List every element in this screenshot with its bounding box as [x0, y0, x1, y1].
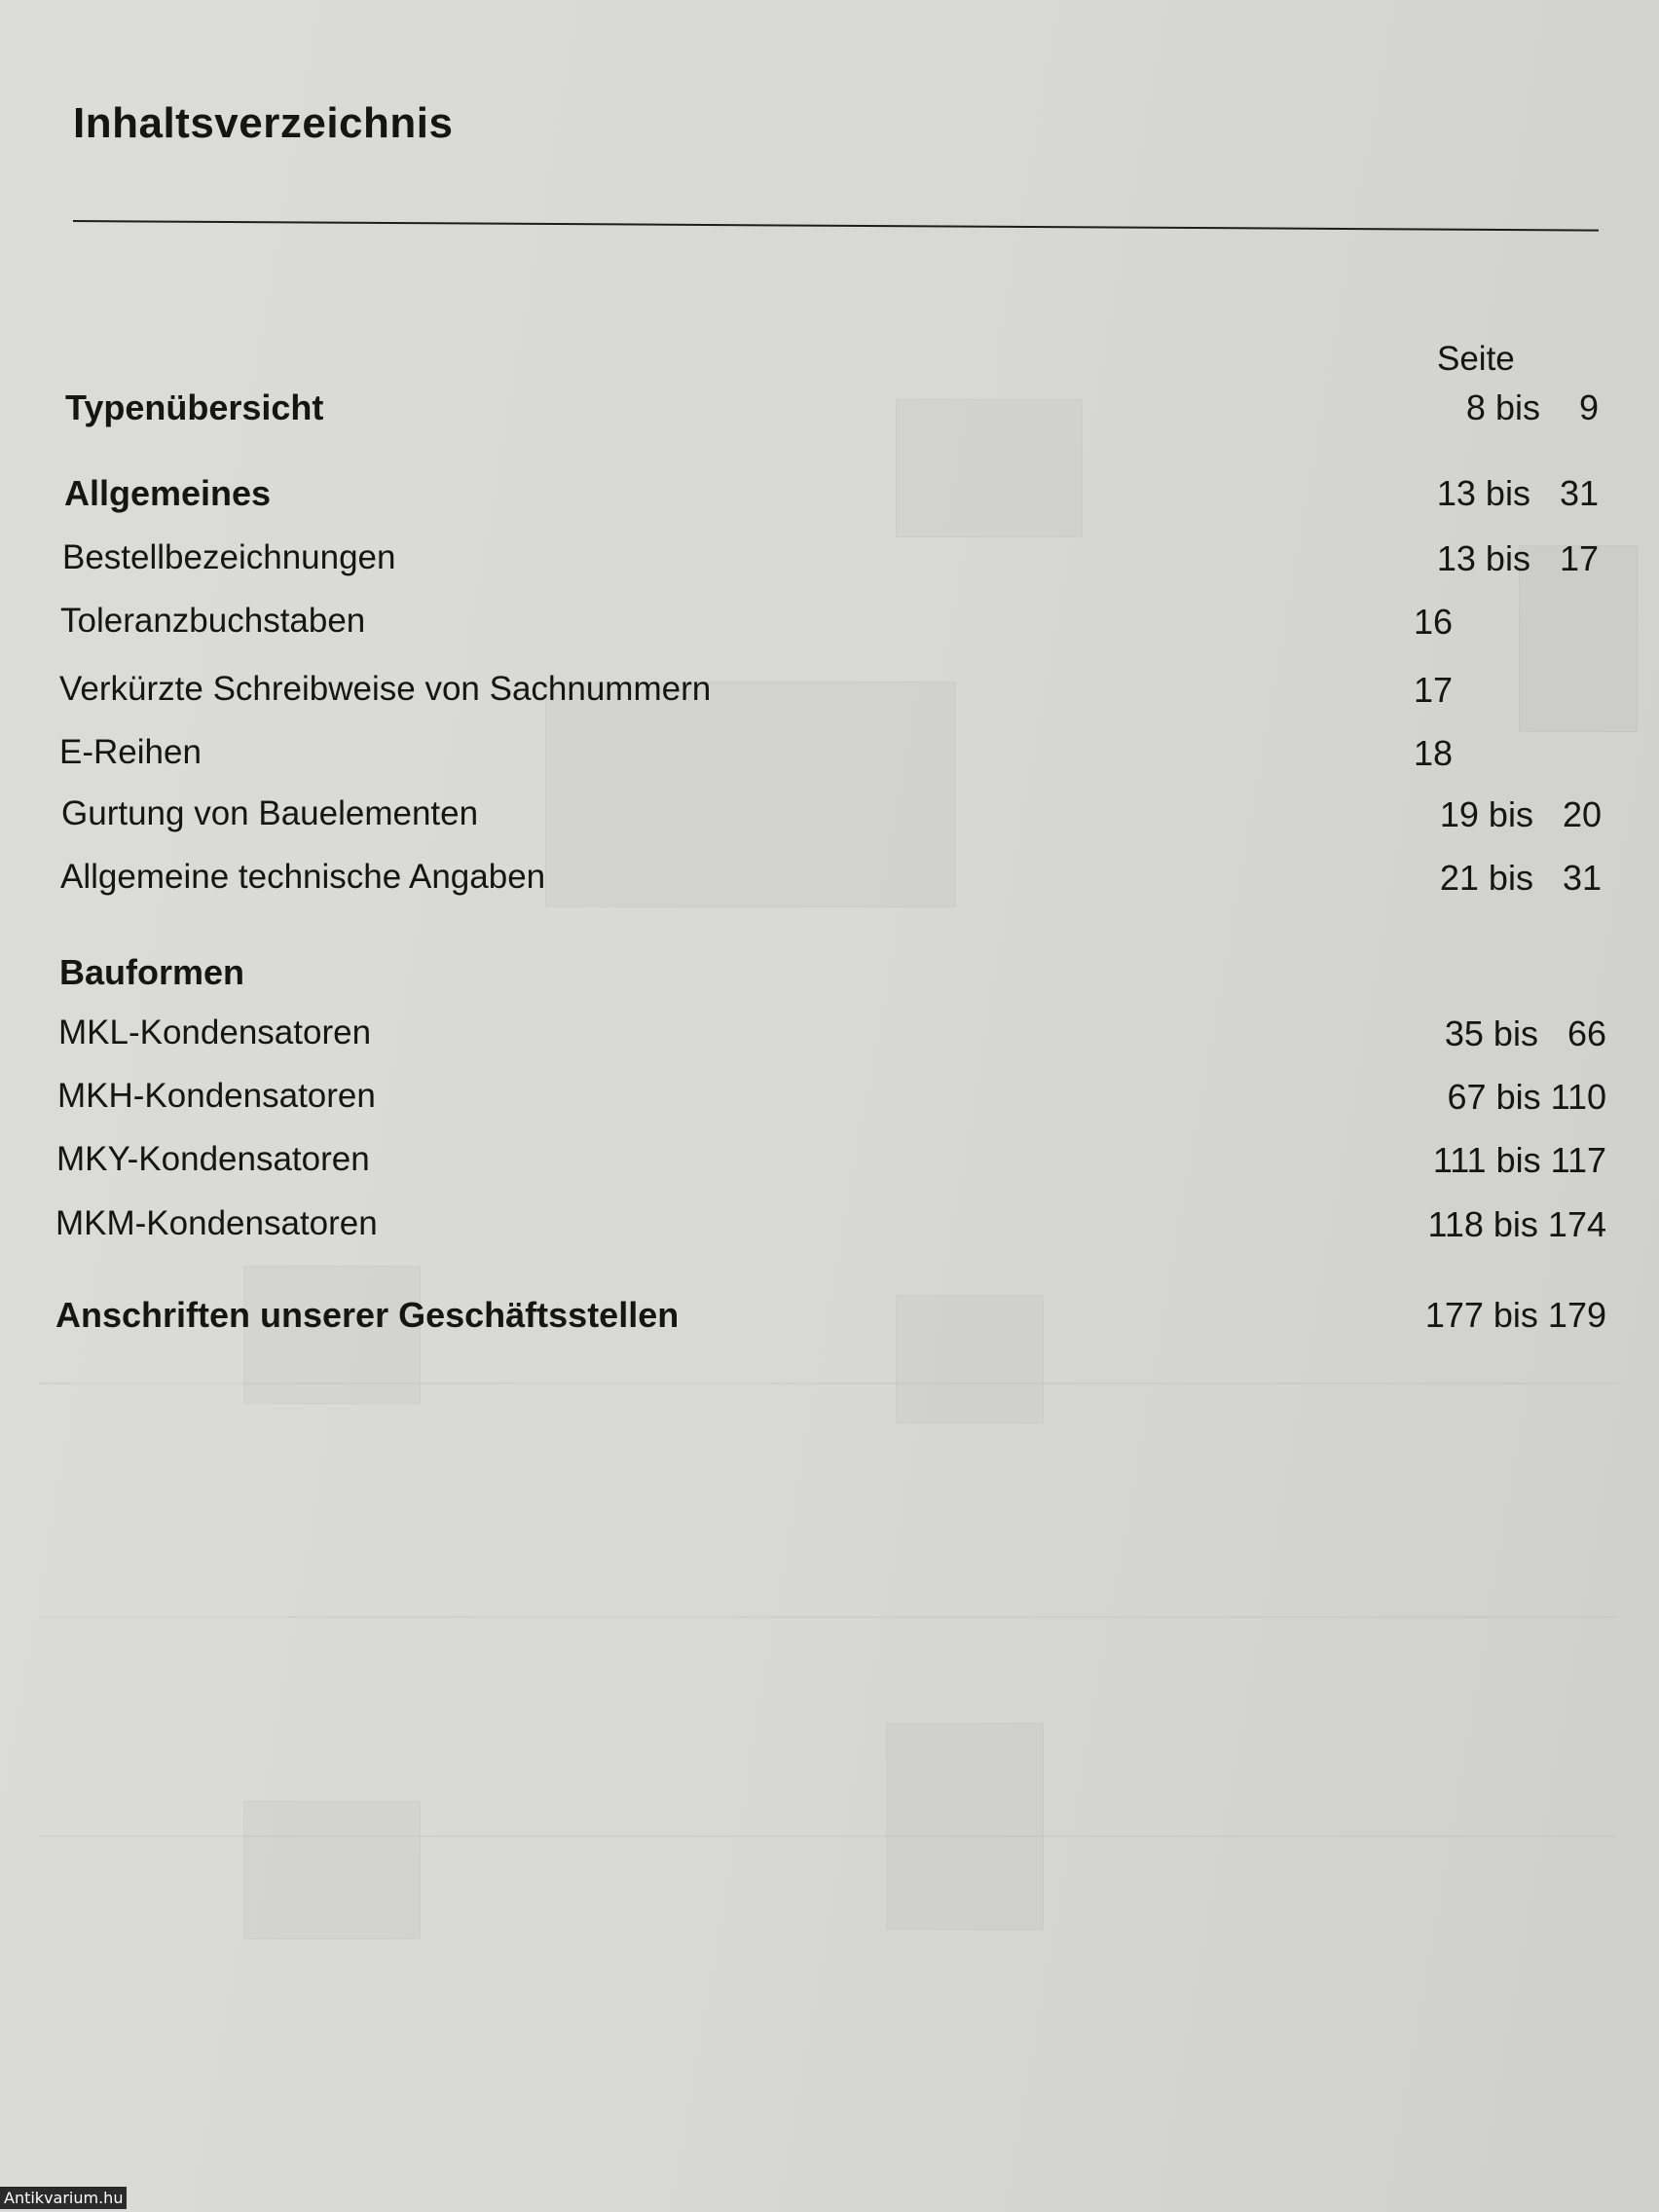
- toc-entry: [61, 794, 1616, 841]
- toc-entry: [62, 538, 1616, 585]
- toc-entry-label: E-Reihen: [59, 733, 202, 771]
- title-divider: [73, 220, 1599, 232]
- toc-entry-label: Typenübersicht: [65, 387, 324, 427]
- bleed-through-line: [39, 1616, 1616, 1618]
- toc-entry-label: MKH-Kondensatoren: [57, 1077, 376, 1115]
- toc-entry-pages: 17: [1414, 670, 1454, 710]
- toc-entry: [60, 602, 1616, 648]
- toc-entry-label: Gurtung von Bauelementen: [61, 794, 479, 832]
- toc-entry-pages: 21 bis 31: [1439, 858, 1602, 898]
- toc-entry-pages: 35 bis 66: [1444, 1014, 1606, 1053]
- page-title: Inhaltsverzeichnis: [73, 99, 454, 147]
- toc-section-heading: [59, 952, 1616, 999]
- toc-entry: [55, 1204, 1616, 1251]
- toc-entry-pages: 177 bis 179: [1424, 1295, 1606, 1335]
- page-column-header: Seite: [1437, 340, 1515, 378]
- toc-entry: [60, 858, 1616, 904]
- toc-section-heading: [55, 1295, 1616, 1342]
- bleed-through-block: [243, 1801, 421, 1939]
- bleed-through-line: [39, 1835, 1616, 1837]
- toc-entry-pages: 18: [1414, 733, 1454, 773]
- toc-section-heading: [64, 473, 1616, 520]
- toc-entry-pages: 19 bis 20: [1439, 794, 1602, 834]
- toc-entry: [56, 1140, 1616, 1187]
- toc-entry-label: Allgemeines: [64, 473, 272, 513]
- toc-entry: [59, 733, 1616, 780]
- toc-entry-label: Toleranzbuchstaben: [60, 602, 366, 640]
- toc-entry-pages: 16: [1414, 602, 1454, 642]
- toc-entry-label: MKY-Kondensatoren: [56, 1140, 370, 1178]
- toc-entry-label: Bauformen: [59, 952, 245, 992]
- toc-entry: [58, 1014, 1616, 1060]
- toc-entry-pages: 13 bis 31: [1436, 473, 1599, 513]
- toc-entry-pages: 8 bis 9: [1465, 387, 1599, 427]
- toc-entry-label: MKL-Kondensatoren: [58, 1014, 372, 1051]
- toc-entry: [57, 1077, 1616, 1124]
- bleed-through-line: [39, 1382, 1616, 1384]
- toc-entry-label: Anschriften unserer Geschäftsstellen: [55, 1295, 680, 1335]
- toc-entry-label: Verkürzte Schreibweise von Sachnummern: [59, 670, 712, 708]
- toc-entry-pages: 118 bis 174: [1427, 1204, 1606, 1244]
- toc-entry-label: Bestellbezeichnungen: [62, 538, 396, 576]
- bleed-through-block: [886, 1723, 1044, 1930]
- watermark: Antikvarium.hu: [0, 2187, 127, 2209]
- toc-entry-pages: 13 bis 17: [1436, 538, 1599, 578]
- toc-entry-label: MKM-Kondensatoren: [55, 1204, 378, 1242]
- toc-entry-label: Allgemeine technische Angaben: [60, 858, 546, 896]
- toc-entry-pages: 111 bis 117: [1432, 1140, 1606, 1180]
- toc-entry: [59, 670, 1616, 717]
- toc-entry-pages: 67 bis 110: [1447, 1077, 1606, 1117]
- toc-section-heading: [65, 387, 1616, 434]
